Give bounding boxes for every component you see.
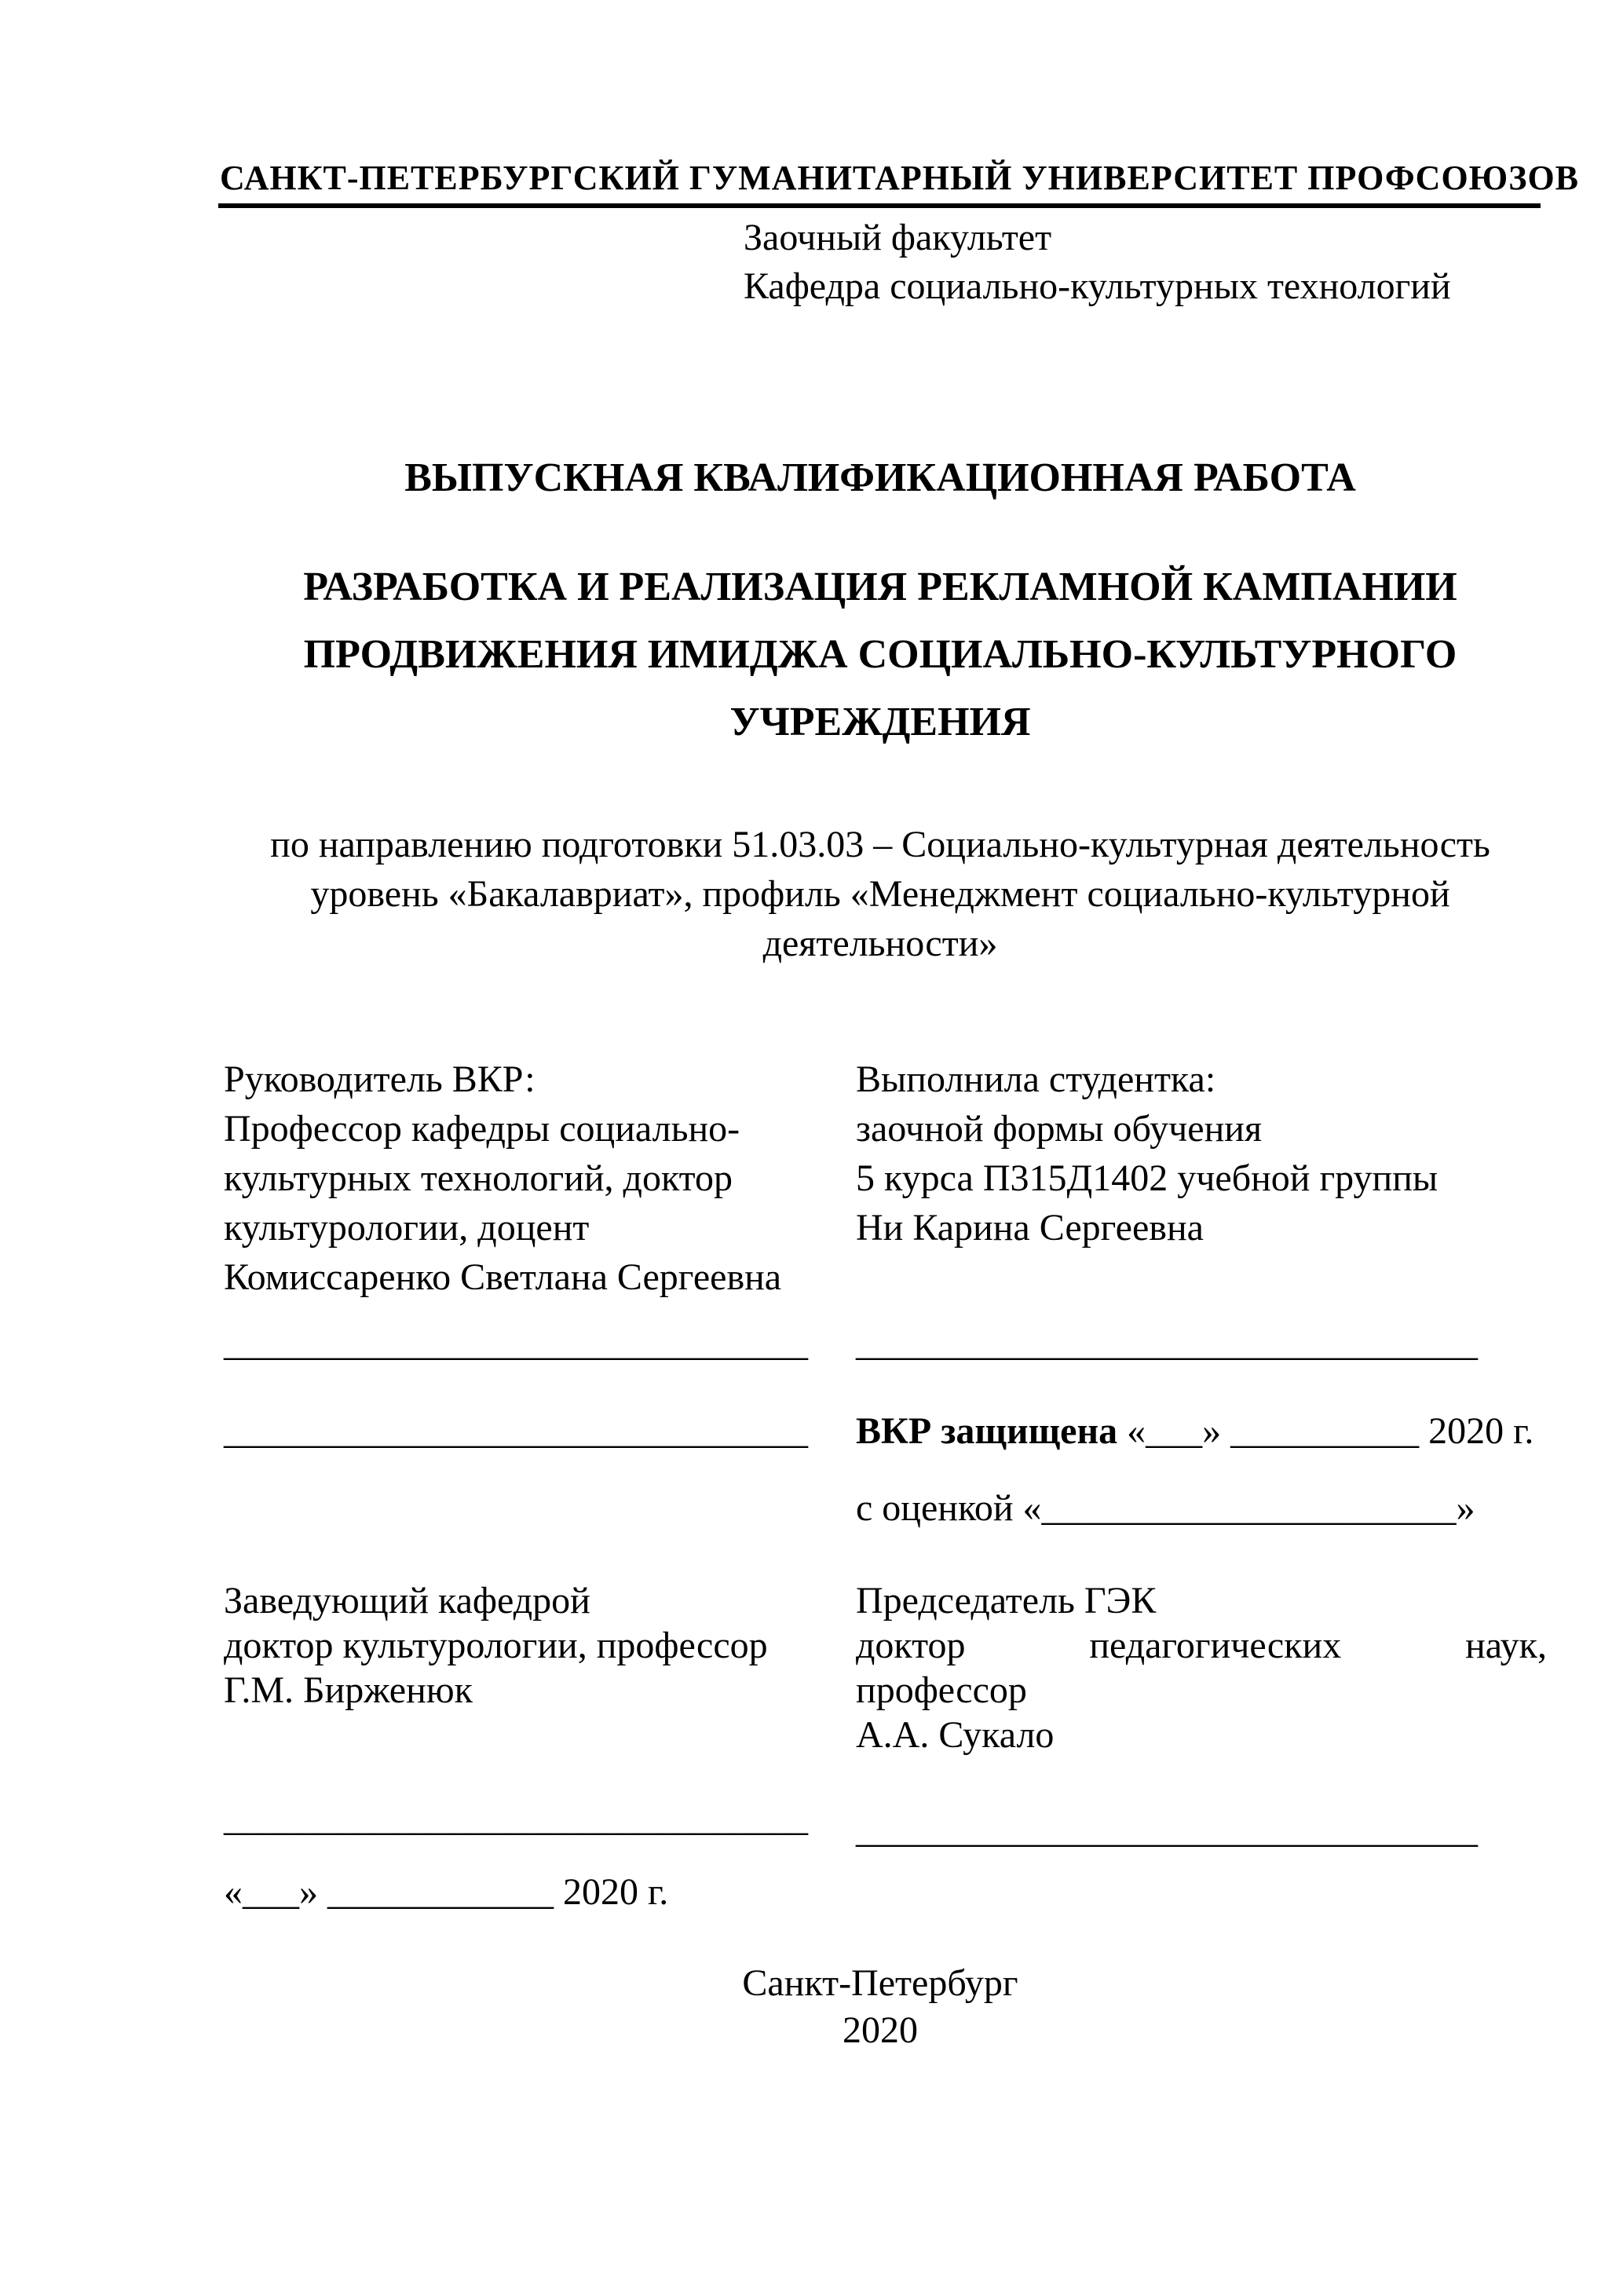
- faculty-line: Заочный факультет: [744, 217, 1052, 258]
- student-line: заочной формы обучения: [856, 1108, 1263, 1150]
- gek-chair-heading: Председатель ГЭК: [856, 1580, 1157, 1621]
- gek-chair-signature-line: _________________________________: [856, 1809, 1478, 1851]
- university-name: САНКТ-ПЕТЕРБУРГСКИЙ ГУМАНИТАРНЫЙ УНИВЕРСИТЕТ ПРОФСОЮЗОВ: [220, 159, 1580, 197]
- supervisor-name: Комиссаренко Светлана Сергеевна: [224, 1256, 782, 1298]
- thesis-title-line: РАЗРАБОТКА И РЕАЛИЗАЦИЯ РЕКЛАМНОЙ КАМПАНИИ: [303, 565, 1457, 609]
- department-line: Кафедра социально-культурных технологий: [744, 265, 1451, 307]
- student-line: 5 курса П315Д1402 учебной группы: [856, 1157, 1438, 1199]
- student-name: Ни Карина Сергеевна: [856, 1207, 1204, 1249]
- gek-chair-degree: [856, 1623, 1547, 1668]
- work-type-heading: ВЫПУСКНАЯ КВАЛИФИКАЦИОННАЯ РАБОТА: [404, 455, 1356, 500]
- gek-degree-word: наук,: [1465, 1625, 1547, 1666]
- gek-chair-name: А.А. Сукало: [856, 1714, 1055, 1756]
- supervisor-line: культурологии, доцент: [224, 1207, 590, 1249]
- student-signature-line: _________________________________: [856, 1322, 1478, 1364]
- thesis-title: [220, 554, 1541, 756]
- supervisor-line: культурных технологий, доктор: [224, 1157, 733, 1199]
- supervisor-signature-line-2: _______________________________: [224, 1410, 808, 1452]
- supervisor-heading: Руководитель ВКР:: [224, 1058, 536, 1100]
- gek-chair-block: [856, 1578, 1547, 1757]
- department-head-degree: доктор культурологии, профессор: [224, 1625, 768, 1666]
- program-line: деятельности»: [762, 923, 998, 964]
- gek-degree-word: педагогических: [1089, 1625, 1342, 1666]
- department-head-heading: Заведующий кафедрой: [224, 1580, 590, 1621]
- thesis-title-line: ПРОДВИЖЕНИЯ ИМИДЖА СОЦИАЛЬНО-КУЛЬТУРНОГО: [303, 632, 1457, 677]
- defense-date-blank: «___» __________ 2020 г.: [1117, 1410, 1534, 1452]
- year-line: 2020: [843, 2009, 918, 2051]
- department-head-name: Г.М. Бирженюк: [224, 1669, 473, 1711]
- program-info: [220, 820, 1541, 968]
- department-head-block: [224, 1578, 844, 1713]
- defense-date-line: [856, 1406, 1533, 1456]
- header-rule: [218, 203, 1541, 208]
- program-line: по направлению подготовки 51.03.03 – Социально-культурная деятельность: [270, 824, 1490, 865]
- grade-line: с оценкой «______________________»: [856, 1487, 1475, 1529]
- gek-chair-degree-line2: профессор: [856, 1669, 1027, 1711]
- department-head-date-line: «___» ____________ 2020 г.: [224, 1871, 669, 1913]
- supervisor-line: Профессор кафедры социально-: [224, 1108, 740, 1150]
- city-line: Санкт-Петербург: [742, 1962, 1018, 2004]
- defense-label: ВКР защищена: [856, 1410, 1118, 1452]
- department-head-signature-line: _______________________________: [224, 1797, 808, 1839]
- program-line: уровень «Бакалавриат», профиль «Менеджмент социально-культурной: [310, 873, 1450, 915]
- gek-degree-word: доктор: [856, 1625, 966, 1666]
- supervisor-signature-line: _______________________________: [224, 1322, 808, 1364]
- faculty-department-block: [744, 214, 1451, 311]
- student-block: [856, 1055, 1547, 1252]
- thesis-title-line: УЧРЕЖДЕНИЯ: [729, 700, 1031, 744]
- supervisor-block: [224, 1055, 844, 1302]
- student-heading: Выполнила студентка:: [856, 1058, 1216, 1100]
